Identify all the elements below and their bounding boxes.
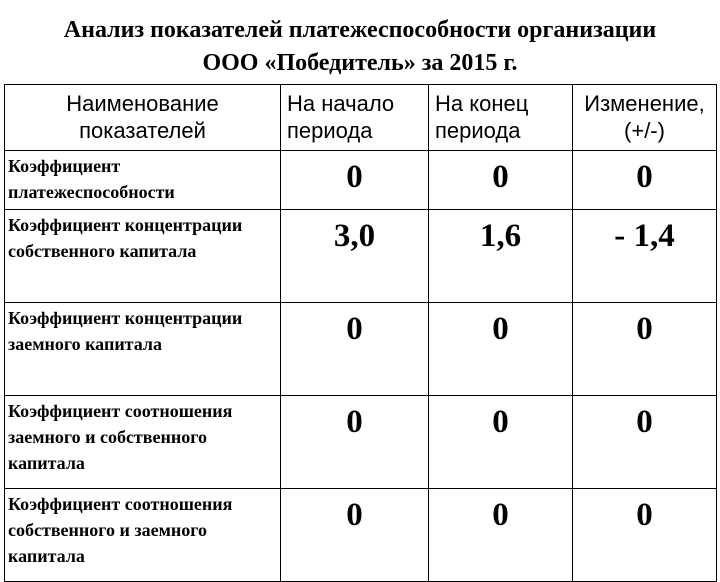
row-start-value: 0 [281, 396, 429, 489]
row-end-value: 1,6 [429, 210, 573, 303]
table-row [5, 303, 717, 396]
row-start-value: 3,0 [281, 210, 429, 303]
header-change: Изменение, (+/-) [573, 85, 717, 151]
header-period-end: На конец периода [429, 85, 573, 151]
title-line-2: ООО «Победитель» за 2015 г. [202, 50, 518, 76]
row-change-value: 0 [573, 303, 717, 396]
row-indicator-name: Коэффициент концентрации заемного капитала [5, 303, 281, 396]
table-header-row [5, 85, 717, 151]
row-indicator-name: Коэффициент концентрации собственного капитала [5, 210, 281, 303]
table-row [5, 151, 717, 210]
row-indicator-name: Коэффициент платежеспособности [5, 151, 281, 210]
row-start-value: 0 [281, 151, 429, 210]
indicators-table [4, 84, 717, 582]
row-end-value: 0 [429, 303, 573, 396]
table-row [5, 489, 717, 582]
row-change-value: 0 [573, 151, 717, 210]
document-title [0, 14, 720, 80]
table-row [5, 396, 717, 489]
row-change-value: 0 [573, 396, 717, 489]
table-row [5, 210, 717, 303]
row-indicator-name: Коэффициент соотношения заемного и собственного капитала [5, 396, 281, 489]
header-indicator-name: Наименование показателей [5, 85, 281, 151]
row-end-value: 0 [429, 151, 573, 210]
row-change-value: 0 [573, 489, 717, 582]
row-indicator-name: Коэффициент соотношения собственного и заемного капитала [5, 489, 281, 582]
header-period-start: На начало периода [281, 85, 429, 151]
row-start-value: 0 [281, 489, 429, 582]
row-end-value: 0 [429, 489, 573, 582]
title-line-1: Анализ показателей платежеспособности организации [63, 17, 657, 43]
row-change-value: - 1,4 [573, 210, 717, 303]
row-end-value: 0 [429, 396, 573, 489]
row-start-value: 0 [281, 303, 429, 396]
